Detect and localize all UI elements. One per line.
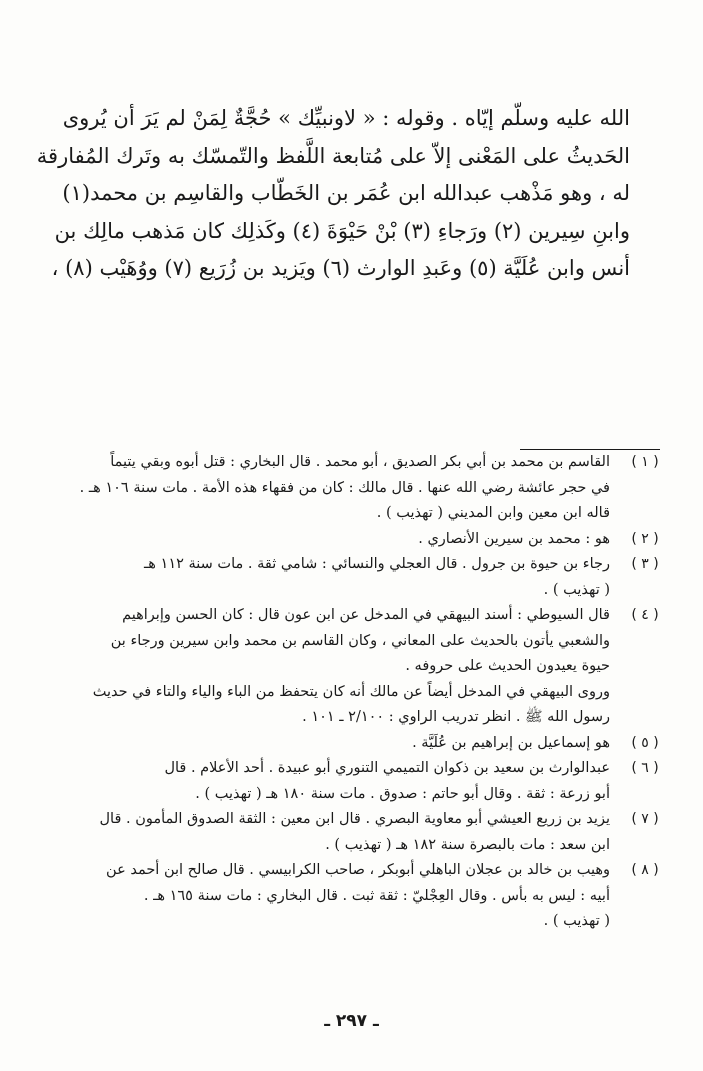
footnote-line: هو : محمد بن سيرين الأنصاري . [418,530,610,547]
footnote-line: هو إسماعيل بن إبراهيم بن عُلَيَّة . [412,734,610,751]
footnote-7 [70,807,670,858]
page-number: ـ ٢٩٧ ـ [324,1011,379,1031]
footnote-line: ابن سعد : مات بالبصرة سنة ١٨٢ هـ ( تهذيب ) . [325,836,610,853]
footnote-number: ( ٢ ) [631,530,659,547]
footnote-4-continuation [70,680,670,731]
footnote-line: أبيه : ليس به بأس . وقال العِجْليّ : ثقة ثبت . قال البخاري : مات سنة ١٦٥ هـ . [143,887,610,904]
footnote-1 [70,450,670,527]
body-line: أنس وابن عُلَيَّة (٥) وعَبدِ الوارث (٦) ويَزيد بن زُرَيع (٧) ووُهَيْب (٨) ، [51,256,630,280]
footnote-line: القاسم بن محمد بن أبي بكر الصديق ، أبو محمد . قال البخاري : قتل أبوه وبقي يتيماً [110,454,610,470]
footnote-line: يزيد بن زريع العيشي أبو معاوية البصري . قال ابن معين : الثقة الصدوق المأمون . قال [99,811,610,827]
footnote-number: ( ١ ) [631,454,659,470]
footnote-line: قال السيوطي : أسند البيهقي في المدخل عن ابن عون قال : كان الحسن وإبراهيم [122,607,610,623]
footnote-line: وروى البيهقي في المدخل أيضاً عن مالك أنه كان يتحفظ من الباء والياء والتاء في حديث [92,683,610,700]
footnote-line: في حجر عائشة رضي الله عنها . قال مالك : كان من فقهاء هذه الأمة . مات سنة ١٠٦ هـ . [79,479,610,496]
footnote-6 [70,756,670,807]
footnote-number: ( ٨ ) [631,862,659,878]
footnote-number: ( ٣ ) [631,556,659,572]
body-line: الله عليه وسلّم إيّاه . وقوله : « لاونبيِّك » حُجَّةٌ لِمَنْ لم يَرَ أن يُروى [62,106,630,130]
footnote-line: والشعبي يأتون بالحديث على المعاني ، وكان القاسم بن محمد وابن سيرين ورجاء بن [110,632,610,649]
footnote-line: ( تهذيب ) . [543,581,610,598]
footnote-line: رسول الله ﷺ . انظر تدريب الراوي : ٢/١٠٠ ـ ١٠١ . [302,709,610,725]
main-body-text [36,100,630,288]
footnote-number: ( ٤ ) [631,607,659,623]
footnote-line: قاله ابن معين وابن المديني ( تهذيب ) . [376,505,610,521]
footnote-8 [70,858,670,935]
footnote-3 [70,552,670,603]
footnote-4 [70,603,670,680]
footnote-line: ( تهذيب ) . [543,913,610,929]
footnote-5 [70,731,670,757]
footnote-2 [70,527,670,553]
footnote-number: ( ٦ ) [631,760,659,776]
body-line: وابنِ سِيرين (٢) ورَجاءِ (٣) بْنْ حَيْوَةَ (٤) وكَذلِك كان مَذهب مالِك بن [54,218,630,243]
footnotes [70,450,670,935]
footnote-line: أبو زرعة : ثقة . وقال أبو حاتم : صدوق . مات سنة ١٨٠ هـ ( تهذيب ) . [195,785,610,802]
body-line: له ، وهو مَذْهب عبدالله ابن عُمَر بن الخَطّاب والقاسِم بن محمد(١) [62,181,630,205]
footnote-line: حيوة يعيدون الحديث على حروفه . [405,658,610,674]
body-line: الحَديثُ على المَعْنى إلاّ على مُتابعة اللَّفظ والتّمسّك به وتَرك المُفارقة [36,143,630,168]
footnote-number: ( ٥ ) [631,734,659,751]
footnote-number: ( ٧ ) [631,811,659,827]
footnote-line: وهيب بن خالد بن عجلان الباهلي أبوبكر ، صاحب الكرابيسي . قال صالح ابن أحمد عن [106,862,610,878]
footnote-line: عبدالوارث بن سعيد بن ذكوان التميمي التنوري أبو عبيدة . أحد الأعلام . قال [164,760,610,776]
footnote-line: رجاء بن حيوة بن جرول . قال العجلي والنسائي : شامي ثقة . مات سنة ١١٢ هـ [144,556,610,572]
